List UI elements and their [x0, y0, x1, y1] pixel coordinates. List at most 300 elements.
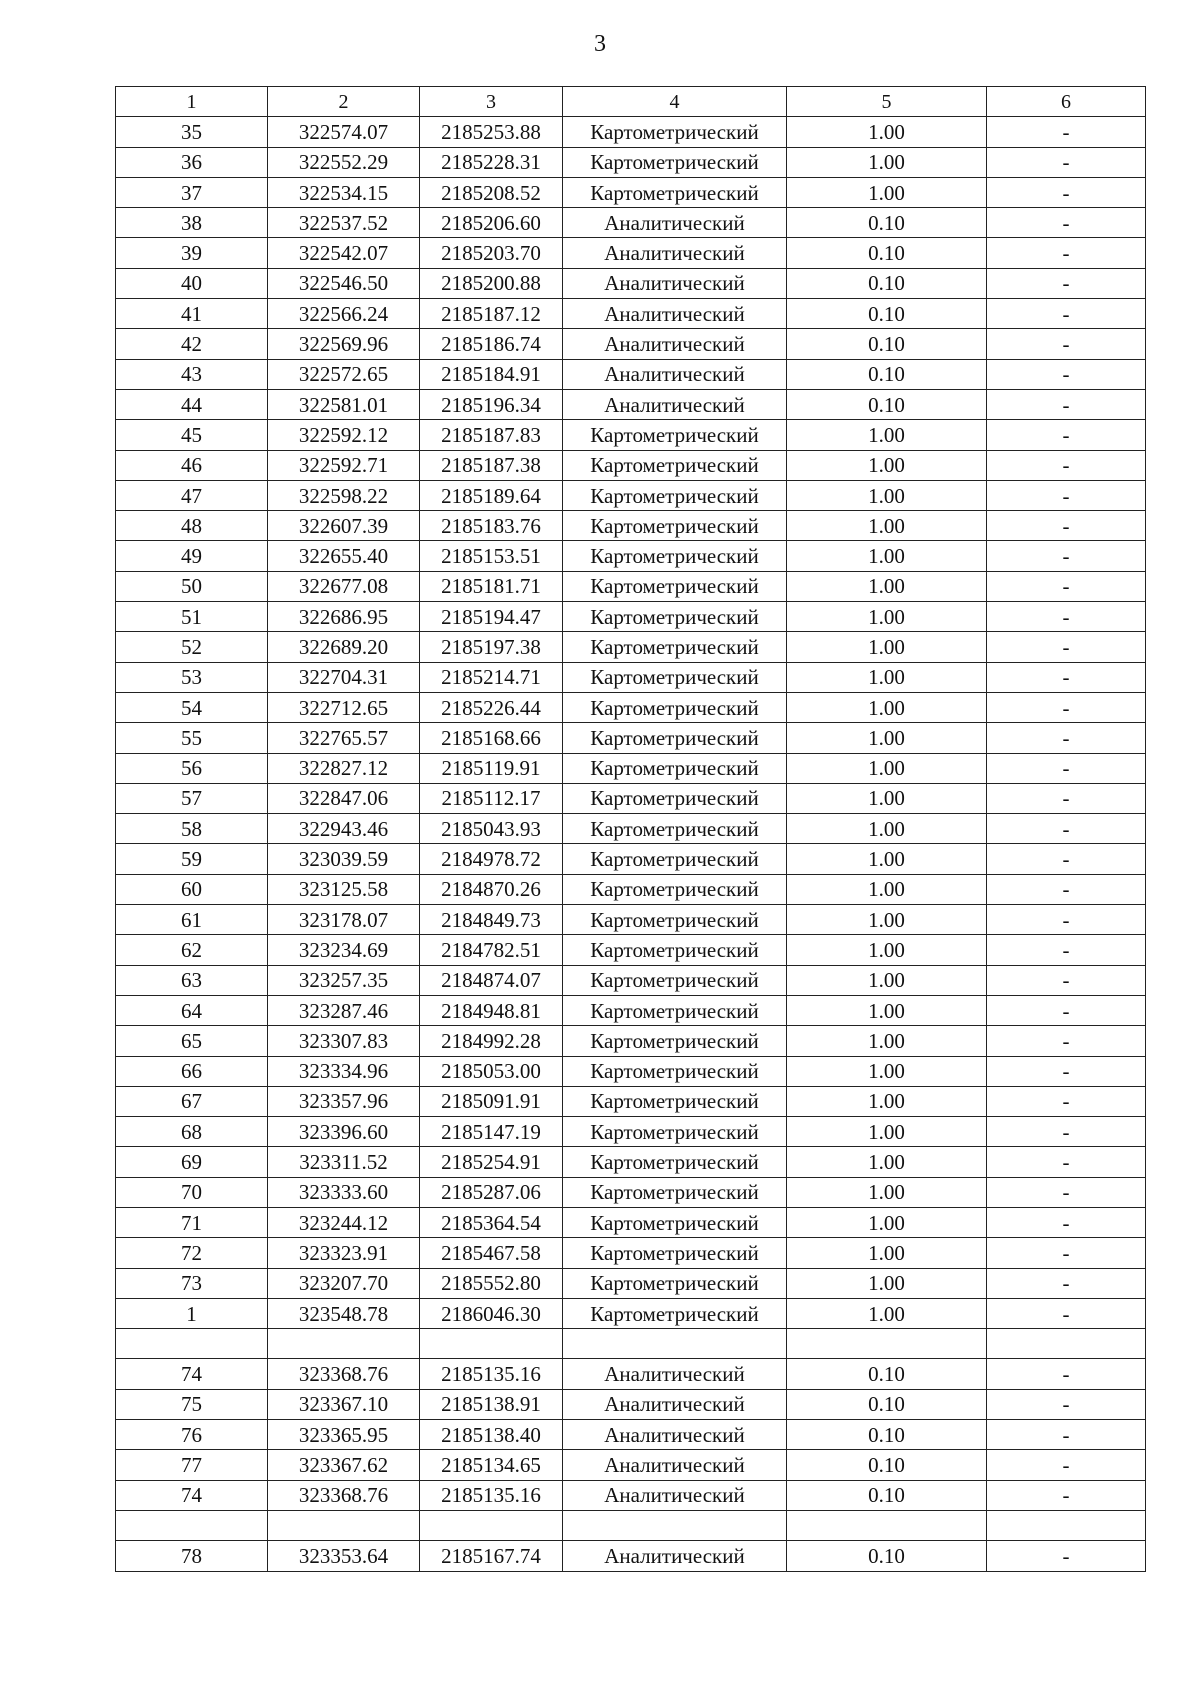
accuracy-cell: 1.00: [787, 511, 987, 541]
x-coordinate-cell: 322537.52: [268, 208, 420, 238]
y-coordinate-cell: 2185053.00: [420, 1056, 563, 1086]
table-row: [116, 1207, 1146, 1237]
page-number: 3: [594, 31, 606, 57]
point-number-cell: 59: [116, 844, 268, 874]
description-cell: -: [987, 480, 1146, 510]
method-cell: Картометрический: [563, 450, 787, 480]
x-coordinate-cell: 322546.50: [268, 268, 420, 298]
y-coordinate-cell: 2185253.88: [420, 117, 563, 147]
x-coordinate-cell: 323367.10: [268, 1389, 420, 1419]
description-cell: -: [987, 238, 1146, 268]
accuracy-cell: 1.00: [787, 117, 987, 147]
method-cell: Аналитический: [563, 268, 787, 298]
y-coordinate-cell: 2185203.70: [420, 238, 563, 268]
x-coordinate-cell: 323234.69: [268, 935, 420, 965]
x-coordinate-cell: 322677.08: [268, 571, 420, 601]
y-coordinate-cell: 2185134.65: [420, 1450, 563, 1480]
table-separator-row: [116, 1329, 1146, 1359]
table-row: [116, 905, 1146, 935]
y-coordinate-cell: 2184782.51: [420, 935, 563, 965]
x-coordinate-cell: 322592.12: [268, 420, 420, 450]
x-coordinate-cell: 322943.46: [268, 814, 420, 844]
method-cell: Картометрический: [563, 874, 787, 904]
table-header-row: [116, 87, 1146, 117]
x-coordinate-cell: 323287.46: [268, 995, 420, 1025]
method-cell: Аналитический: [563, 1450, 787, 1480]
table-row: [116, 1177, 1146, 1207]
point-number-cell: 52: [116, 632, 268, 662]
accuracy-cell: 0.10: [787, 359, 987, 389]
method-cell: Картометрический: [563, 692, 787, 722]
accuracy-cell: 1.00: [787, 1086, 987, 1116]
point-number-cell: 71: [116, 1207, 268, 1237]
point-number-cell: 78: [116, 1541, 268, 1571]
point-number-cell: 46: [116, 450, 268, 480]
y-coordinate-cell: 2185181.71: [420, 571, 563, 601]
method-cell: Картометрический: [563, 1147, 787, 1177]
table-row: [116, 480, 1146, 510]
description-cell: -: [987, 783, 1146, 813]
point-number-cell: 63: [116, 965, 268, 995]
description-cell: -: [987, 632, 1146, 662]
x-coordinate-cell: 322534.15: [268, 177, 420, 207]
description-cell: -: [987, 268, 1146, 298]
description-cell: [987, 1510, 1146, 1540]
accuracy-cell: 1.00: [787, 571, 987, 601]
y-coordinate-cell: 2184870.26: [420, 874, 563, 904]
x-coordinate-cell: 323367.62: [268, 1450, 420, 1480]
point-number-cell: [116, 1510, 268, 1540]
x-coordinate-cell: 323334.96: [268, 1056, 420, 1086]
accuracy-cell: 1.00: [787, 692, 987, 722]
header-cell: 4: [563, 87, 787, 117]
accuracy-cell: 0.10: [787, 1420, 987, 1450]
method-cell: Картометрический: [563, 1298, 787, 1328]
y-coordinate-cell: 2184992.28: [420, 1026, 563, 1056]
method-cell: Картометрический: [563, 177, 787, 207]
x-coordinate-cell: 323396.60: [268, 1117, 420, 1147]
description-cell: -: [987, 1298, 1146, 1328]
y-coordinate-cell: [420, 1510, 563, 1540]
x-coordinate-cell: 323368.76: [268, 1359, 420, 1389]
description-cell: -: [987, 935, 1146, 965]
x-coordinate-cell: 323307.83: [268, 1026, 420, 1056]
y-coordinate-cell: [420, 1329, 563, 1359]
method-cell: Картометрический: [563, 632, 787, 662]
description-cell: -: [987, 905, 1146, 935]
description-cell: -: [987, 571, 1146, 601]
x-coordinate-cell: 323323.91: [268, 1238, 420, 1268]
table-row: [116, 1298, 1146, 1328]
coordinates-table: [115, 86, 1146, 1572]
table-row: [116, 1086, 1146, 1116]
method-cell: Аналитический: [563, 1389, 787, 1419]
method-cell: Картометрический: [563, 1238, 787, 1268]
accuracy-cell: 1.00: [787, 723, 987, 753]
accuracy-cell: 1.00: [787, 1177, 987, 1207]
table-row: [116, 723, 1146, 753]
accuracy-cell: 1.00: [787, 995, 987, 1025]
y-coordinate-cell: 2185135.16: [420, 1359, 563, 1389]
y-coordinate-cell: 2185167.74: [420, 1541, 563, 1571]
x-coordinate-cell: 323333.60: [268, 1177, 420, 1207]
table-row: [116, 389, 1146, 419]
x-coordinate-cell: 323353.64: [268, 1541, 420, 1571]
method-cell: Картометрический: [563, 1207, 787, 1237]
description-cell: -: [987, 329, 1146, 359]
table-row: [116, 117, 1146, 147]
y-coordinate-cell: 2185135.16: [420, 1480, 563, 1510]
accuracy-cell: 1.00: [787, 177, 987, 207]
method-cell: Аналитический: [563, 1480, 787, 1510]
table-row: [116, 1117, 1146, 1147]
description-cell: -: [987, 692, 1146, 722]
point-number-cell: 64: [116, 995, 268, 1025]
y-coordinate-cell: 2185184.91: [420, 359, 563, 389]
y-coordinate-cell: 2185153.51: [420, 541, 563, 571]
accuracy-cell: 1.00: [787, 1207, 987, 1237]
description-cell: -: [987, 1268, 1146, 1298]
point-number-cell: 60: [116, 874, 268, 904]
x-coordinate-cell: [268, 1329, 420, 1359]
method-cell: Аналитический: [563, 208, 787, 238]
method-cell: Картометрический: [563, 905, 787, 935]
accuracy-cell: 1.00: [787, 1147, 987, 1177]
accuracy-cell: 1.00: [787, 1268, 987, 1298]
table-row: [116, 208, 1146, 238]
x-coordinate-cell: 322542.07: [268, 238, 420, 268]
y-coordinate-cell: 2185147.19: [420, 1117, 563, 1147]
accuracy-cell: 1.00: [787, 935, 987, 965]
accuracy-cell: 0.10: [787, 329, 987, 359]
method-cell: Картометрический: [563, 1117, 787, 1147]
x-coordinate-cell: 323365.95: [268, 1420, 420, 1450]
header-cell: 5: [787, 87, 987, 117]
x-coordinate-cell: 322655.40: [268, 541, 420, 571]
table-row: [116, 571, 1146, 601]
x-coordinate-cell: 323548.78: [268, 1298, 420, 1328]
x-coordinate-cell: 322712.65: [268, 692, 420, 722]
method-cell: Картометрический: [563, 1086, 787, 1116]
description-cell: -: [987, 965, 1146, 995]
description-cell: -: [987, 1086, 1146, 1116]
table-row: [116, 814, 1146, 844]
description-cell: -: [987, 1420, 1146, 1450]
x-coordinate-cell: 322569.96: [268, 329, 420, 359]
accuracy-cell: 0.10: [787, 389, 987, 419]
point-number-cell: 72: [116, 1238, 268, 1268]
y-coordinate-cell: 2184978.72: [420, 844, 563, 874]
y-coordinate-cell: 2185168.66: [420, 723, 563, 753]
table-row: [116, 995, 1146, 1025]
table-row: [116, 238, 1146, 268]
accuracy-cell: 1.00: [787, 420, 987, 450]
y-coordinate-cell: 2185214.71: [420, 662, 563, 692]
description-cell: -: [987, 814, 1146, 844]
table-row: [116, 1359, 1146, 1389]
accuracy-cell: 1.00: [787, 1056, 987, 1086]
x-coordinate-cell: 322704.31: [268, 662, 420, 692]
table-row: [116, 147, 1146, 177]
table-row: [116, 1480, 1146, 1510]
accuracy-cell: 1.00: [787, 905, 987, 935]
header-cell: 2: [268, 87, 420, 117]
y-coordinate-cell: 2185552.80: [420, 1268, 563, 1298]
method-cell: Картометрический: [563, 935, 787, 965]
description-cell: -: [987, 541, 1146, 571]
method-cell: Картометрический: [563, 662, 787, 692]
description-cell: -: [987, 753, 1146, 783]
description-cell: -: [987, 359, 1146, 389]
table-separator-row: [116, 1510, 1146, 1540]
description-cell: -: [987, 1480, 1146, 1510]
x-coordinate-cell: 322581.01: [268, 389, 420, 419]
point-number-cell: 49: [116, 541, 268, 571]
accuracy-cell: [787, 1329, 987, 1359]
table-row: [116, 268, 1146, 298]
x-coordinate-cell: 322686.95: [268, 602, 420, 632]
y-coordinate-cell: 2185119.91: [420, 753, 563, 783]
table-row: [116, 1541, 1146, 1571]
table-row: [116, 692, 1146, 722]
x-coordinate-cell: 323039.59: [268, 844, 420, 874]
accuracy-cell: 1.00: [787, 844, 987, 874]
table-row: [116, 511, 1146, 541]
accuracy-cell: 1.00: [787, 1238, 987, 1268]
method-cell: Аналитический: [563, 1541, 787, 1571]
method-cell: Аналитический: [563, 1359, 787, 1389]
accuracy-cell: 1.00: [787, 783, 987, 813]
description-cell: -: [987, 177, 1146, 207]
description-cell: -: [987, 995, 1146, 1025]
table-row: [116, 935, 1146, 965]
description-cell: -: [987, 208, 1146, 238]
point-number-cell: 56: [116, 753, 268, 783]
accuracy-cell: 0.10: [787, 238, 987, 268]
y-coordinate-cell: 2185200.88: [420, 268, 563, 298]
description-cell: -: [987, 450, 1146, 480]
x-coordinate-cell: [268, 1510, 420, 1540]
y-coordinate-cell: 2184849.73: [420, 905, 563, 935]
method-cell: Картометрический: [563, 965, 787, 995]
description-cell: -: [987, 1389, 1146, 1419]
description-cell: -: [987, 1238, 1146, 1268]
table-row: [116, 420, 1146, 450]
description-cell: -: [987, 299, 1146, 329]
x-coordinate-cell: 323178.07: [268, 905, 420, 935]
accuracy-cell: 1.00: [787, 662, 987, 692]
point-number-cell: 54: [116, 692, 268, 722]
description-cell: -: [987, 511, 1146, 541]
accuracy-cell: 1.00: [787, 874, 987, 904]
y-coordinate-cell: 2185197.38: [420, 632, 563, 662]
description-cell: -: [987, 1541, 1146, 1571]
x-coordinate-cell: 322689.20: [268, 632, 420, 662]
table-row: [116, 662, 1146, 692]
table-row: [116, 1147, 1146, 1177]
description-cell: -: [987, 602, 1146, 632]
accuracy-cell: 1.00: [787, 450, 987, 480]
description-cell: -: [987, 1056, 1146, 1086]
x-coordinate-cell: 323368.76: [268, 1480, 420, 1510]
description-cell: -: [987, 1026, 1146, 1056]
description-cell: -: [987, 1359, 1146, 1389]
description-cell: -: [987, 117, 1146, 147]
point-number-cell: 61: [116, 905, 268, 935]
point-number-cell: 50: [116, 571, 268, 601]
accuracy-cell: 0.10: [787, 208, 987, 238]
point-number-cell: 66: [116, 1056, 268, 1086]
table-row: [116, 632, 1146, 662]
point-number-cell: 36: [116, 147, 268, 177]
point-number-cell: 58: [116, 814, 268, 844]
accuracy-cell: 0.10: [787, 1541, 987, 1571]
header-cell: 3: [420, 87, 563, 117]
point-number-cell: 41: [116, 299, 268, 329]
point-number-cell: [116, 1329, 268, 1359]
y-coordinate-cell: 2185187.83: [420, 420, 563, 450]
accuracy-cell: 0.10: [787, 1359, 987, 1389]
method-cell: Картометрический: [563, 1268, 787, 1298]
accuracy-cell: 0.10: [787, 1389, 987, 1419]
y-coordinate-cell: 2185187.12: [420, 299, 563, 329]
accuracy-cell: 0.10: [787, 268, 987, 298]
point-number-cell: 35: [116, 117, 268, 147]
method-cell: Картометрический: [563, 571, 787, 601]
method-cell: Картометрический: [563, 541, 787, 571]
y-coordinate-cell: 2186046.30: [420, 1298, 563, 1328]
point-number-cell: 53: [116, 662, 268, 692]
x-coordinate-cell: 323257.35: [268, 965, 420, 995]
method-cell: [563, 1329, 787, 1359]
method-cell: Аналитический: [563, 389, 787, 419]
point-number-cell: 76: [116, 1420, 268, 1450]
accuracy-cell: 1.00: [787, 1298, 987, 1328]
point-number-cell: 38: [116, 208, 268, 238]
accuracy-cell: 1.00: [787, 480, 987, 510]
description-cell: -: [987, 1177, 1146, 1207]
method-cell: Картометрический: [563, 117, 787, 147]
accuracy-cell: 0.10: [787, 299, 987, 329]
description-cell: -: [987, 874, 1146, 904]
accuracy-cell: 1.00: [787, 1117, 987, 1147]
table-row: [116, 783, 1146, 813]
point-number-cell: 39: [116, 238, 268, 268]
y-coordinate-cell: 2185091.91: [420, 1086, 563, 1116]
table-row: [116, 1268, 1146, 1298]
method-cell: [563, 1510, 787, 1540]
method-cell: Картометрический: [563, 511, 787, 541]
point-number-cell: 1: [116, 1298, 268, 1328]
table-row: [116, 1450, 1146, 1480]
point-number-cell: 69: [116, 1147, 268, 1177]
description-cell: -: [987, 147, 1146, 177]
y-coordinate-cell: 2185196.34: [420, 389, 563, 419]
x-coordinate-cell: 322552.29: [268, 147, 420, 177]
table-row: [116, 1420, 1146, 1450]
y-coordinate-cell: 2184874.07: [420, 965, 563, 995]
point-number-cell: 44: [116, 389, 268, 419]
point-number-cell: 43: [116, 359, 268, 389]
point-number-cell: 37: [116, 177, 268, 207]
method-cell: Картометрический: [563, 814, 787, 844]
table-body: [116, 87, 1146, 1572]
point-number-cell: 73: [116, 1268, 268, 1298]
x-coordinate-cell: 322607.39: [268, 511, 420, 541]
x-coordinate-cell: 322598.22: [268, 480, 420, 510]
accuracy-cell: 1.00: [787, 632, 987, 662]
y-coordinate-cell: 2185287.06: [420, 1177, 563, 1207]
table-row: [116, 1238, 1146, 1268]
y-coordinate-cell: 2185138.40: [420, 1420, 563, 1450]
x-coordinate-cell: 323244.12: [268, 1207, 420, 1237]
method-cell: Картометрический: [563, 753, 787, 783]
accuracy-cell: 1.00: [787, 1026, 987, 1056]
method-cell: Аналитический: [563, 359, 787, 389]
description-cell: -: [987, 1147, 1146, 1177]
point-number-cell: 47: [116, 480, 268, 510]
accuracy-cell: 1.00: [787, 965, 987, 995]
method-cell: Аналитический: [563, 238, 787, 268]
method-cell: Картометрический: [563, 1026, 787, 1056]
accuracy-cell: 1.00: [787, 753, 987, 783]
y-coordinate-cell: 2185112.17: [420, 783, 563, 813]
description-cell: [987, 1329, 1146, 1359]
point-number-cell: 70: [116, 1177, 268, 1207]
table-row: [116, 329, 1146, 359]
x-coordinate-cell: 323125.58: [268, 874, 420, 904]
y-coordinate-cell: 2185226.44: [420, 692, 563, 722]
accuracy-cell: 1.00: [787, 541, 987, 571]
y-coordinate-cell: 2185364.54: [420, 1207, 563, 1237]
point-number-cell: 62: [116, 935, 268, 965]
x-coordinate-cell: 322827.12: [268, 753, 420, 783]
table-row: [116, 450, 1146, 480]
y-coordinate-cell: 2185187.38: [420, 450, 563, 480]
table-row: [116, 1026, 1146, 1056]
description-cell: -: [987, 420, 1146, 450]
x-coordinate-cell: 322592.71: [268, 450, 420, 480]
description-cell: -: [987, 1207, 1146, 1237]
description-cell: -: [987, 1450, 1146, 1480]
description-cell: -: [987, 723, 1146, 753]
accuracy-cell: 1.00: [787, 814, 987, 844]
point-number-cell: 45: [116, 420, 268, 450]
method-cell: Аналитический: [563, 329, 787, 359]
y-coordinate-cell: 2185043.93: [420, 814, 563, 844]
accuracy-cell: 0.10: [787, 1450, 987, 1480]
point-number-cell: 65: [116, 1026, 268, 1056]
point-number-cell: 55: [116, 723, 268, 753]
method-cell: Аналитический: [563, 1420, 787, 1450]
description-cell: -: [987, 844, 1146, 874]
method-cell: Картометрический: [563, 1177, 787, 1207]
table-row: [116, 1056, 1146, 1086]
accuracy-cell: [787, 1510, 987, 1540]
method-cell: Картометрический: [563, 480, 787, 510]
point-number-cell: 68: [116, 1117, 268, 1147]
point-number-cell: 74: [116, 1480, 268, 1510]
point-number-cell: 51: [116, 602, 268, 632]
y-coordinate-cell: 2185138.91: [420, 1389, 563, 1419]
description-cell: -: [987, 1117, 1146, 1147]
method-cell: Картометрический: [563, 602, 787, 632]
x-coordinate-cell: 322847.06: [268, 783, 420, 813]
x-coordinate-cell: 323311.52: [268, 1147, 420, 1177]
method-cell: Картометрический: [563, 147, 787, 177]
description-cell: -: [987, 389, 1146, 419]
table-row: [116, 602, 1146, 632]
